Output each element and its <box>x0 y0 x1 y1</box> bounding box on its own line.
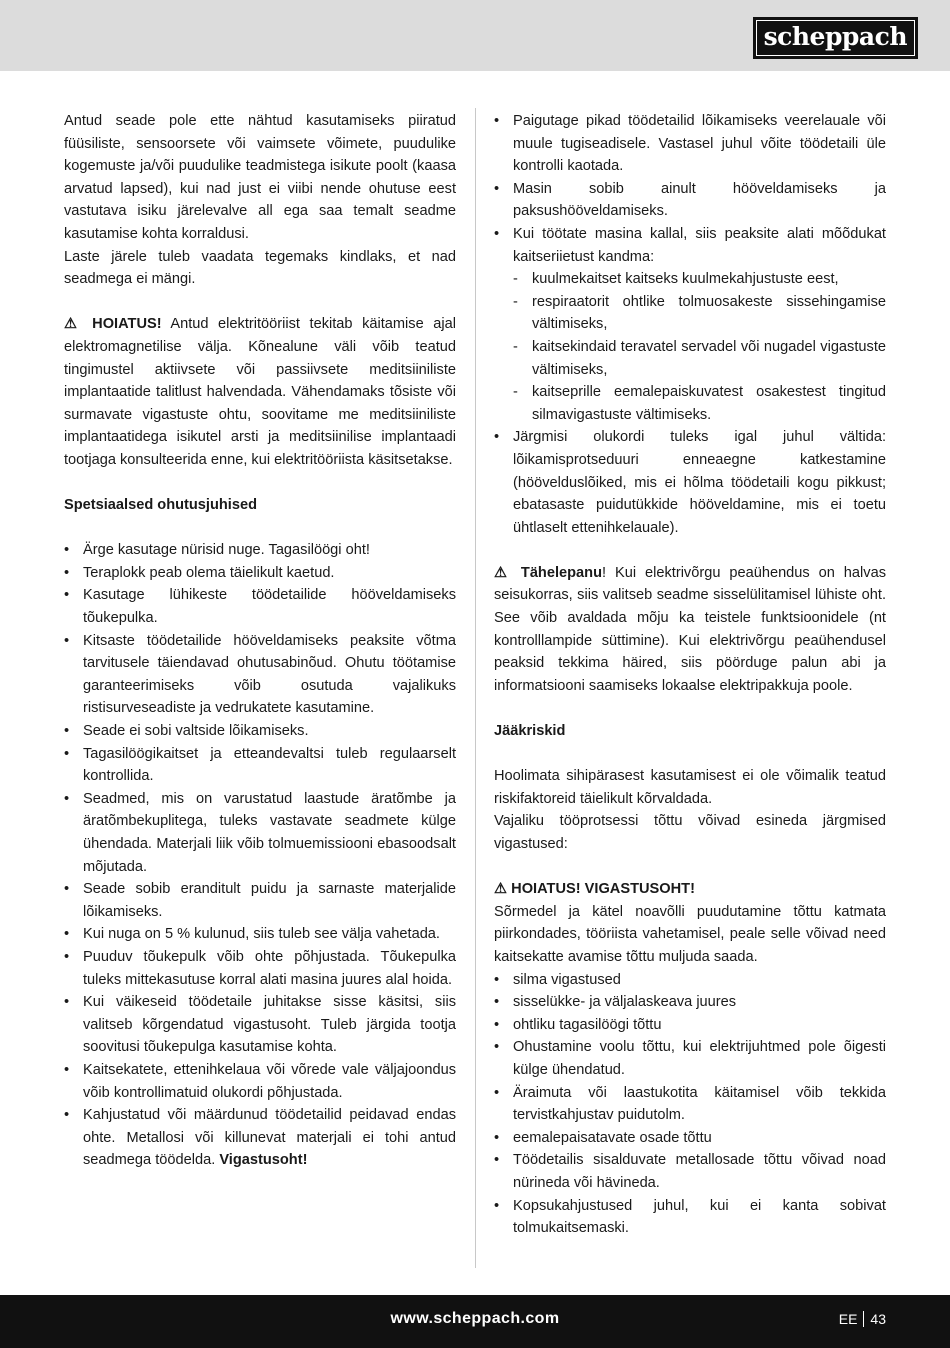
workpiece-list <box>494 110 886 268</box>
dash-item: - kaitseprille eemalepaiskuvatest osakestest tingitud silmavigastuste vältimiseks. <box>494 381 886 426</box>
list-item: • Puuduv tõukepulk võib ohte põhjustada. Tõukepulka tuleks mittekasutuse korral alati masina juures alal hoida. <box>64 946 456 991</box>
page-indicator <box>839 1311 886 1327</box>
list-item: • Äraimuta või laastukotita käitamisel võib tekkida tervistkahjustav puidutolm. <box>494 1082 886 1127</box>
list-item: • Ärge kasutage nürisid nuge. Tagasilöögi oht! <box>64 539 456 562</box>
injuries-intro-paragraph: Vajaliku tööprotsessi tõttu võivad esineda järgmised vigastused: <box>494 813 886 852</box>
list-item: • ohtliku tagasilöögi tõttu <box>494 1014 886 1037</box>
dash-item: - kuulmekaitset kaitseks kuulmekahjustuste eest, <box>494 268 886 291</box>
list-item: • Kasutage lühikeste töödetailide hööveldamiseks tõukepulka. <box>64 584 456 629</box>
emf-warning-paragraph <box>64 313 456 471</box>
attention-text: ! Kui elektrivõrgu peaühendus on halvas seisukorras, siis valitseb seadme sisselülitamisel lühiste oht. See võib avaldada mõju ka teistele funktsioonidele (nt kontrolllampide süttimine). Kui elektrivõrgu peaühendusel peaksid tekkima häired, siis pöörduge palun abi ja informatsiooni saamiseks lokaalse elektripakkuja poole. <box>494 564 886 694</box>
website-link[interactable]: www.scheppach.com <box>390 1310 560 1327</box>
injury-warning-text: Sõrmedel ja kätel noavõlli puudutamine tõttu katmata piirkondades, tööriista vahetamisel, peale selle võivad need kaitsekatte avamise tõttu muljuda saada. <box>494 903 886 965</box>
special-safety-list <box>64 539 456 1172</box>
injury-risk-label: Vigastusoht! <box>219 1152 308 1169</box>
dash-item: - respiraatorit ohtlike tolmuosakeste sissehingamise vältimiseks, <box>494 291 886 336</box>
list-item: • Kui väikeseid töödetaile juhitakse sisse käsitsi, siis valitseb kõrgendatud vigastusoht. Tuleb järgida tootja soovitusi tõukepulga kasutamise kohta. <box>64 991 456 1059</box>
list-item: • Teraplokk peab olema täielikult kaetud. <box>64 562 456 585</box>
list-item: • Seadmed, mis on varustatud laastude äratõmbe ja äratõmbekuplitega, tuleks vastavate seadmete külge ühendada. Materjali liik võib tolmuemissiooni ebasoodsalt mõjutada. <box>64 788 456 878</box>
usage-restriction-paragraph: Antud seade pole ette nähtud kasutamiseks piiratud füüsiliste, sensoorsete või vaimsete võimete, puudulike kogemuste ja/või puudulike teadmistega isikute poolt (kaasa arvatud lapsed), kui nad just ei viibi nende ohutuse eest vastutava isiku järelevalve all ega saa temalt seadme kasutamise kohta korraldusi. <box>64 113 456 242</box>
last-bullet-text: Kahjustatud või määrdunud töödetailid peidavad endas ohte. Metallosi või killunevat materjali ei tohi antud seadmega töödelda. <box>83 1107 456 1169</box>
warning-triangle-icon: ⚠ <box>64 316 83 333</box>
list-item: • silma vigastused <box>494 969 886 992</box>
special-safety-heading: Spetsiaalsed ohutusjuhised <box>64 497 258 514</box>
residual-risks-list <box>494 969 886 1240</box>
list-item: • Paigutage pikad töödetailid lõikamiseks veerelauale või muule tugiseadisele. Vastasel juhul võite töödetaili üle kontrolli kaotada. <box>494 110 886 178</box>
protective-equipment-list <box>494 268 886 426</box>
language-code: EE <box>838 1311 858 1327</box>
header-bar <box>0 0 950 71</box>
list-item: • Masin sobib ainult hööveldamiseks ja paksushööveldamiseks. <box>494 178 886 223</box>
list-item: • eemalepaisatavate osade tõttu <box>494 1127 886 1150</box>
column-divider <box>475 108 476 1268</box>
list-item: • Kitsaste töödetailide hööveldamiseks peaksite võtma tarvitusele täiendavad ohutusabinõud. Ohutu töötamise garanteerimiseks võib osutuda vajalikuks ristisurveseadiste ja vedrukatete kasutamine. <box>64 630 456 720</box>
residual-risks-heading: Jääkriskid <box>494 723 566 740</box>
footer-bar <box>0 1295 950 1348</box>
injury-warning-heading <box>494 878 886 901</box>
dash-item: - kaitsekindaid teravatel servadel või nugadel vigastuste vältimiseks, <box>494 336 886 381</box>
list-item: • Kui nuga on 5 % kulunud, siis tuleb see välja vahetada. <box>64 923 456 946</box>
list-item: • Töödetailis sisalduvate metallosade tõttu võivad noad nürineda või hävineda. <box>494 1149 886 1194</box>
page-number: 43 <box>870 1311 886 1327</box>
list-item <box>494 223 886 268</box>
children-paragraph: Laste järele tuleb vaadata tegemaks kindlaks, et nad seadmega ei mängi. <box>64 248 456 288</box>
attention-label: Tähelepanu <box>520 564 602 581</box>
warning-triangle-icon: ⚠ <box>494 564 512 581</box>
right-column <box>494 110 886 1240</box>
avoid-situations-list <box>494 426 886 539</box>
brand-logo: scheppach <box>753 17 918 59</box>
warning-triangle-icon: ⚠ <box>494 881 508 898</box>
injury-warning-label: HOIATUS! VIGASTUSOHT! <box>511 881 695 898</box>
list-item: • Tagasilöögikaitset ja etteandevaltsi tuleb regulaarselt kontrollida. <box>64 743 456 788</box>
list-item: • Ohustamine voolu tõttu, kui elektrijuhtmed pole õigesti külge ühendatud. <box>494 1036 886 1081</box>
list-item: • Seade sobib eranditult puidu ja sarnaste materjalide lõikamiseks. <box>64 878 456 923</box>
warning-text: Antud elektritööriist tekitab käitamise ajal elektromagnetilise välja. Kõnealune väli võib teatud tingimustel aktiivsete või passiivsete meditsiiniliste implantaatide talitlust halvendada. Vähendamaks tõsiste või surmavate vigastuste ohtu, soovitame me meditsiiniliste implantaatidega isikutel arsti ja meditsiinilise implantaadi tootjaga konsulteerida enne, kui elektritööriista käsitsetakse. <box>64 316 456 468</box>
list-item: • Järgmisi olukordi tuleks igal juhul vältida: lõikamisprotseduuri enneaegne katkestamine (höövelduslõiked, mis ei hõlma töödetaili kogu pikkust; ebatasaste puidutükkide hööveldamine, mis ei toetu ühtlaselt ettenihkelauale). <box>494 426 886 539</box>
list-item: • sisselükke- ja väljalaskeava juures <box>494 991 886 1014</box>
protective-clothing-intro: Kui töötate masina kallal, siis peaksite alati mõõdukat kaitseriietust kandma: <box>513 225 886 265</box>
list-item: • Kopsukahjustused juhul, kui ei kanta sobivat tolmukaitsemaski. <box>494 1195 886 1240</box>
mains-attention-paragraph <box>494 562 886 698</box>
list-item: • Kaitsekatete, ettenihkelaua või võrede vale väljajoondus võib kontrollimatuid olukordi põhjustada. <box>64 1059 456 1104</box>
warning-label: HOIATUS! <box>92 316 162 333</box>
list-item <box>64 1104 456 1172</box>
page-separator <box>863 1311 864 1327</box>
left-column <box>64 110 456 1172</box>
residual-risks-paragraph: Hoolimata sihipärasest kasutamisest ei ole võimalik teatud riskifaktoreid täielikult kõrvaldada. <box>494 768 886 807</box>
list-item: • Seade ei sobi valtside lõikamiseks. <box>64 720 456 743</box>
